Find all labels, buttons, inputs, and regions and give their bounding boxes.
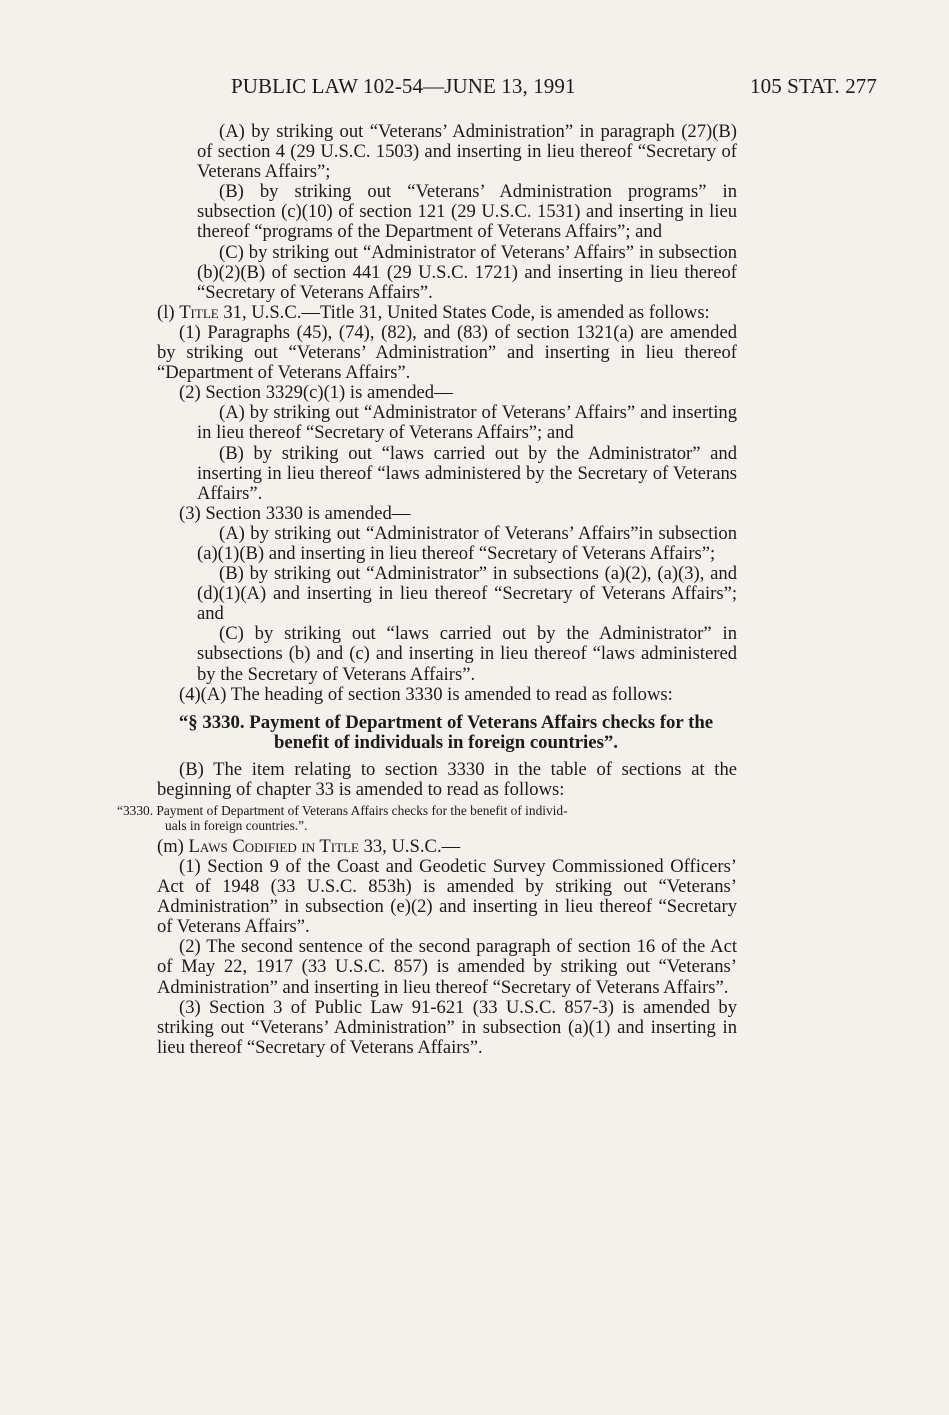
paragraph-section-m (157, 837, 737, 857)
paragraph: (4)(A) The heading of section 3330 is amended to read as follows: (179, 683, 673, 705)
paragraph: (B) by striking out “Administrator” in subsections (a)(2), (a)(3), and (d)(1)(A) and inserting in lieu thereof “Secretary of Veterans Affairs”; and (197, 563, 737, 625)
paragraph: (A) by striking out “Veterans’ Administration” in paragraph (27)(B) of section 4 (29 U.S.C. 1503) and inserting in lieu thereof “Secretary of Veterans Affairs”; (197, 121, 737, 183)
section-text: 31, U.S.C.—Title 31, United States Code, is amended as follows: (218, 301, 710, 323)
page-header (0, 74, 949, 104)
paragraph: (A) by striking out “Administrator of Veterans’ Affairs”in subsection (a)(1)(B) and inserting in lieu thereof “Secretary of Veterans Affairs”; (197, 522, 737, 564)
paragraph: (B) by striking out “Veterans’ Administration programs” in subsection (c)(10) of section 121 (29 U.S.C. 1531) and inserting in lieu thereof “programs of the Department of Veterans Affairs”; and (197, 181, 737, 243)
paragraph: (C) by striking out “Administrator of Veterans’ Affairs” in subsection (b)(2)(B) of section 441 (29 U.S.C. 1721) and inserting in lieu thereof “Secretary of Veterans Affairs”. (197, 241, 737, 303)
section-caption: Laws Codified in Title (188, 835, 359, 857)
page-title: PUBLIC LAW 102-54—JUNE 13, 1991 (231, 74, 576, 98)
paragraph: (1) Section 9 of the Coast and Geodetic Survey Commissioned Officers’ Act of 1948 (33 U.S.C. 853h) is amended by striking out “Veterans’ Administration” in subsection (e)(2) and inserting in lieu thereof “Secretary of Veterans Affairs”. (157, 856, 737, 938)
paragraph-section-l (157, 303, 737, 323)
paragraph: (B) The item relating to section 3330 in the table of sections at the beginning of chapter 33 is amended to read as follows: (157, 758, 737, 800)
paragraph: (B) by striking out “laws carried out by the Administrator” and inserting in lieu thereof “laws administered by the Secretary of Veterans Affairs”. (197, 442, 737, 504)
table-of-sections-item (117, 803, 737, 833)
paragraph: (C) by striking out “laws carried out by the Administrator” in subsections (b) and (c) and inserting in lieu thereof “laws administered by the Secretary of Veterans Affairs”. (197, 623, 737, 685)
paragraph: (A) by striking out “Administrator of Veterans’ Affairs” and inserting in lieu thereof “Secretary of Veterans Affairs”; and (197, 402, 737, 444)
table-item-line: “3330. Payment of Department of Veterans Affairs checks for the benefit of individ- (117, 802, 568, 818)
section-heading: “§ 3330. Payment of Department of Veterans Affairs checks for the benefit of individuals in foreign countries”. (178, 711, 714, 754)
section-text: 33, U.S.C.— (358, 835, 461, 857)
section-label: (l) (157, 301, 180, 323)
paragraph: (2) Section 3329(c)(1) is amended— (179, 382, 453, 404)
table-item-line: uals in foreign countries.”. (165, 817, 308, 833)
section-label: (m) (157, 835, 189, 857)
stat-page-number: 105 STAT. 277 (750, 74, 877, 98)
paragraph: (2) The second sentence of the second paragraph of section 16 of the Act of May 22, 1917 (33 U.S.C. 857) is amended by striking out “Veterans’ Administration” and inserting in lieu thereof “Secretary of Veterans Affairs”. (157, 936, 737, 998)
section-caption: Title (179, 301, 219, 323)
document-body (117, 121, 737, 1058)
paragraph: (1) Paragraphs (45), (74), (82), and (83) of section 1321(a) are amended by striking out “Veterans’ Administration” and inserting in lieu thereof “Department of Veterans Affairs”. (157, 321, 737, 384)
paragraph: (3) Section 3330 is amended— (179, 502, 411, 524)
paragraph: (3) Section 3 of Public Law 91-621 (33 U.S.C. 857-3) is amended by striking out “Veterans’ Administration” in subsection (a)(1) and inserting in lieu thereof “Secretary of Veterans Affairs”. (157, 996, 737, 1058)
